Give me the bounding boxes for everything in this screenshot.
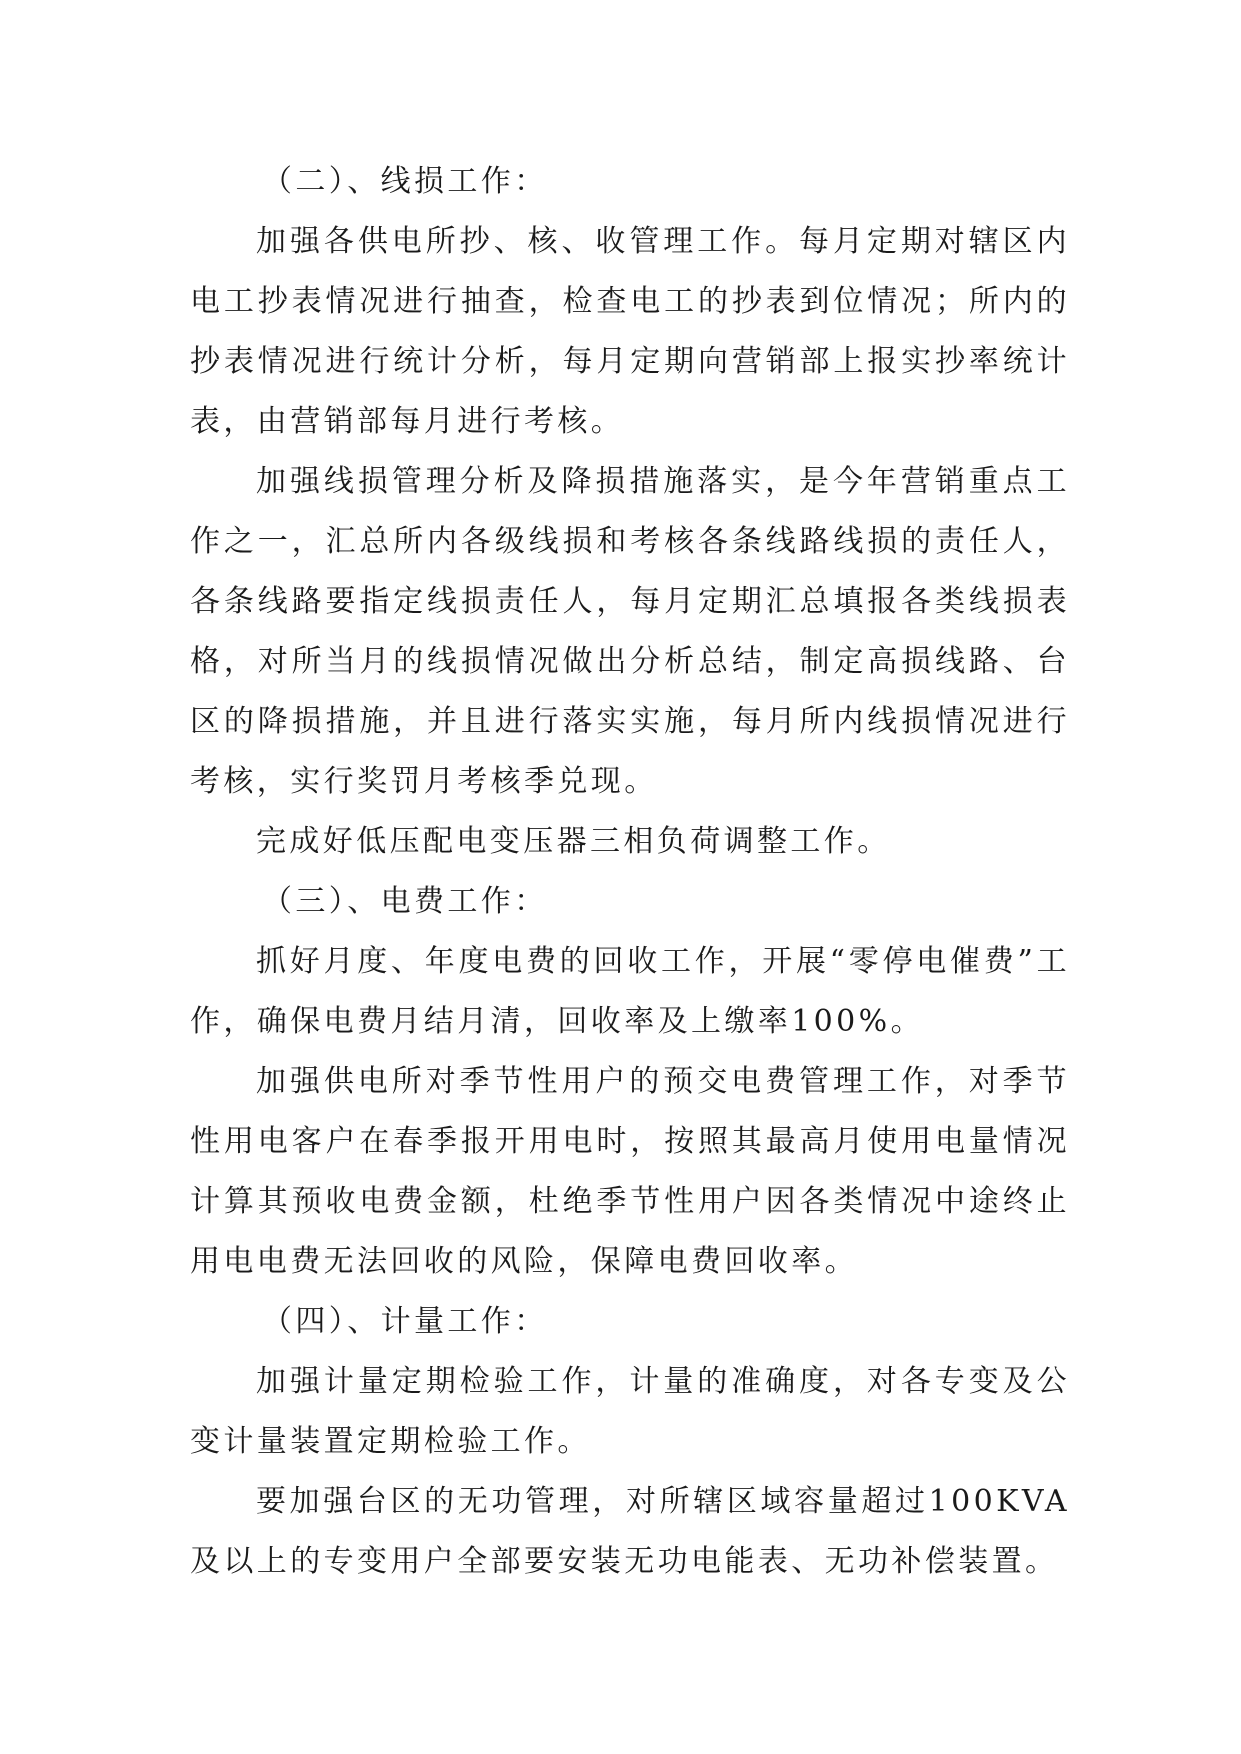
paragraph-load-adjustment: 完成好低压配电变压器三相负荷调整工作。: [256, 824, 891, 859]
section-heading-electricity-fee: （三）、电费工作：: [262, 884, 548, 919]
paragraph-fee-collection: 抓好月度、年度电费的回收工作，开展“零停电催费”工作，确保电费月结月清，回收率及上缴率100%。: [190, 944, 1070, 1039]
section-heading-line-loss: （二）、线损工作：: [262, 164, 548, 199]
section-heading-metering: （四）、计量工作：: [262, 1304, 548, 1339]
paragraph-meter-reading: 加强各供电所抄、核、收管理工作。每月定期对辖区内电工抄表情况进行抽查，检查电工的抄表到位情况；所内的抄表情况进行统计分析，每月定期向营销部上报实抄率统计表，由营销部每月进行考核。: [190, 224, 1070, 439]
paragraph-seasonal-prepayment: 加强供电所对季节性用户的预交电费管理工作，对季节性用电客户在春季报开用电时，按照其最高月使用电量情况计算其预收电费金额，杜绝季节性用户因各类情况中途终止用电电费无法回收的风险，保障电费回收率。: [190, 1064, 1070, 1279]
paragraph-reactive-power: 要加强台区的无功管理，对所辖区域容量超过100KVA及以上的专变用户全部要安装无功电能表、无功补偿装置。: [190, 1484, 1070, 1579]
document-page: [190, 152, 1070, 1592]
paragraph-meter-inspection: 加强计量定期检验工作，计量的准确度，对各专变及公变计量装置定期检验工作。: [190, 1364, 1070, 1459]
paragraph-line-loss-analysis: 加强线损管理分析及降损措施落实，是今年营销重点工作之一，汇总所内各级线损和考核各条线路线损的责任人，各条线路要指定线损责任人，每月定期汇总填报各类线损表格，对所当月的线损情况做出分析总结，制定高损线路、台区的降损措施，并且进行落实实施，每月所内线损情况进行考核，实行奖罚月考核季兑现。: [190, 464, 1070, 799]
